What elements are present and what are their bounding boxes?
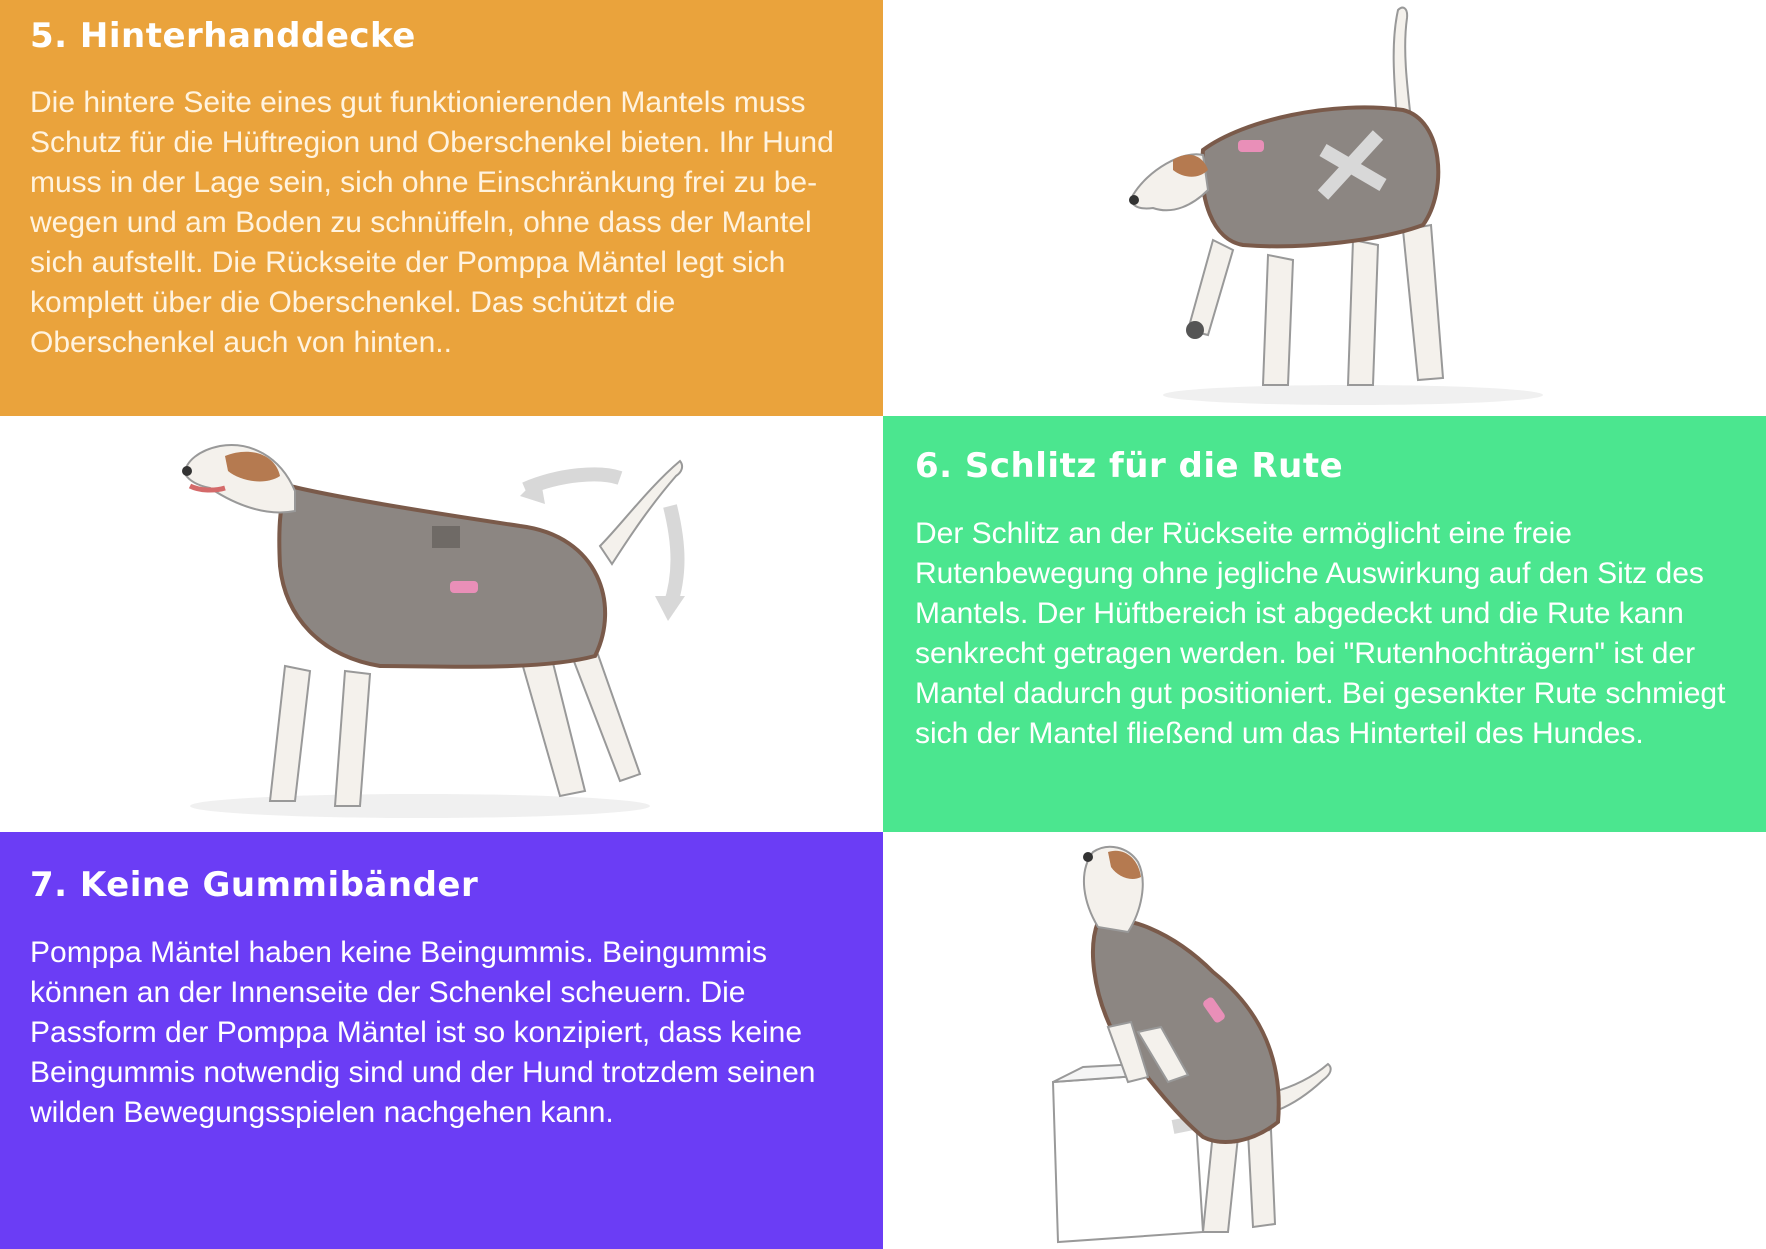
section-6-panel bbox=[883, 416, 1766, 832]
section-7-panel bbox=[0, 832, 883, 1249]
dog-sniffing-drawing bbox=[883, 0, 1766, 416]
section-5-text: Die hintere Seite eines gut funktionierenden Mantels muss Schutz für die Hüftregion und Oberschenkel bieten. Ihr Hund muss in der Lage sein, sich ohne Einschränkung frei zu be-wegen und am Boden zu schnüffeln, ohne dass der Mantel sich aufstellt. Die Rückseite der Pomppa Mäntel legt sich komplett über die Oberschenkel. Das schützt die Oberschenkel auch von hinten.. bbox=[30, 86, 834, 359]
section-6-text: Der Schlitz an der Rückseite ermöglicht eine freie Rutenbewegung ohne jegliche Auswirkung auf den Sitz des Mantels. Der Hüftbereich ist abgedeckt und die Rute kann senkrecht getragen werden. bei "Rutenhochträgern" ist der Mantel dadurch gut positioniert. Bei gesenkter Rute schmiegt sich der Mantel fließend um das Hinterteil des Hundes. bbox=[915, 517, 1726, 750]
dog-climbing-drawing bbox=[883, 832, 1766, 1249]
section-5-title: 5. Hinterhanddecke bbox=[30, 16, 416, 56]
dog-standing-drawing bbox=[0, 416, 883, 832]
section-5-panel bbox=[0, 0, 883, 416]
section-6-title: 6. Schlitz für die Rute bbox=[915, 446, 1344, 486]
section-7-title: 7. Keine Gummibänder bbox=[30, 865, 479, 905]
section-7-text: Pomppa Mäntel haben keine Beingummis. Beingummis können an der Innenseite der Schenkel scheuern. Die Passform der Pomppa Mäntel ist so konzipiert, dass keine Beingummis notwendig sind und der Hund trotzdem seinen wilden Bewegungsspielen nachgehen kann. bbox=[30, 936, 816, 1129]
dog-sniffing-illustration bbox=[883, 0, 1766, 416]
dog-climbing-illustration bbox=[883, 832, 1766, 1249]
dog-standing-illustration bbox=[0, 416, 883, 832]
